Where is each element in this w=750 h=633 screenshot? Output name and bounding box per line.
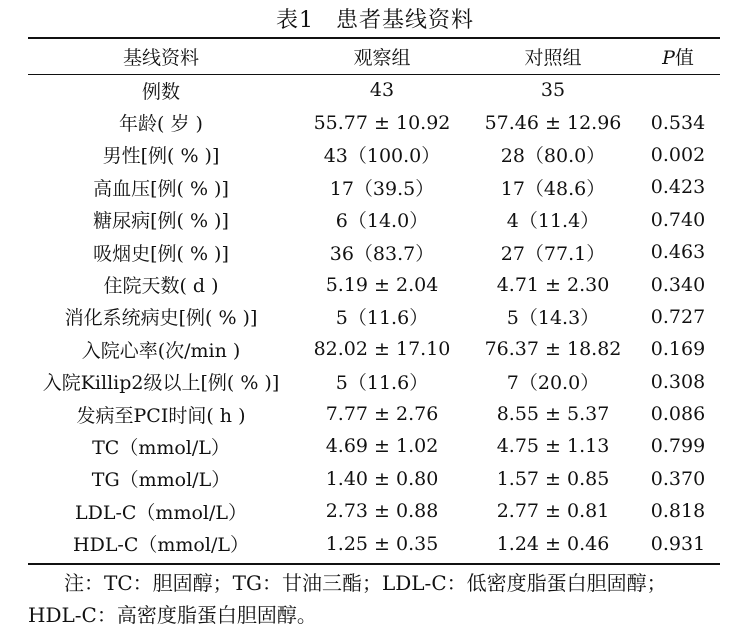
row-label: 入院心率(次/min ) — [81, 339, 241, 362]
p-value: 0.727 — [650, 305, 706, 328]
row-label: TC（mmol/L） — [92, 436, 230, 459]
p-value: 0.818 — [650, 500, 706, 523]
control-value: 28（80.0） — [500, 145, 606, 168]
p-value: 0.799 — [650, 435, 706, 458]
p-symbol: P — [662, 47, 675, 69]
table-row — [28, 366, 720, 398]
observation-value: 1.40 ± 0.80 — [325, 467, 439, 490]
control-value: 7（20.0） — [506, 372, 600, 395]
table-row — [28, 495, 720, 527]
control-value: 57.46 ± 12.96 — [484, 111, 622, 134]
table-row — [28, 527, 720, 559]
observation-value: 4.69 ± 1.02 — [325, 435, 439, 458]
bottom-rule — [28, 563, 720, 565]
p-value: 0.086 — [650, 403, 706, 426]
control-value: 2.77 ± 0.81 — [496, 500, 610, 523]
table-row — [28, 398, 720, 430]
header-control-group: 对照组 — [524, 47, 582, 69]
baseline-table — [28, 39, 720, 560]
header-variable: 基线资料 — [122, 47, 199, 69]
observation-value: 5（11.6） — [335, 372, 429, 395]
row-label: 高血压[例( % )] — [93, 177, 229, 200]
control-value: 1.24 ± 0.46 — [496, 532, 610, 555]
row-label: HDL-C（mmol/L） — [73, 534, 249, 557]
observation-value: 55.77 ± 10.92 — [313, 111, 451, 134]
table-footnote: 注：TC：胆固醇；TG：甘油三酯；LDL-C：低密度脂蛋白胆固醇；HDL-C：高密度脂蛋白胆固醇。 — [28, 571, 667, 627]
p-value: 0.463 — [650, 241, 706, 264]
row-label: 年龄( 岁 ) — [119, 113, 203, 136]
p-value: 0.370 — [650, 467, 706, 490]
control-value: 4（11.4） — [506, 210, 600, 233]
row-label: 发病至PCI时间( h ) — [76, 404, 246, 427]
header-row — [28, 39, 720, 74]
p-value: 0.423 — [650, 176, 706, 199]
row-label: 糖尿病[例( % )] — [93, 210, 229, 233]
row-label: 例数 — [141, 80, 180, 103]
table-row — [28, 204, 720, 236]
observation-value: 43 — [369, 79, 395, 102]
table-number: 表1 — [275, 8, 314, 33]
p-value: 0.931 — [650, 532, 706, 555]
row-label: 男性[例( % )] — [102, 145, 220, 168]
table-title: 患者基线资料 — [335, 8, 474, 33]
row-label: 消化系统病史[例( % )] — [64, 307, 258, 330]
table-row — [28, 430, 720, 462]
p-value: 0.169 — [650, 338, 706, 361]
observation-value: 82.02 ± 17.10 — [313, 338, 451, 361]
control-value: 8.55 ± 5.37 — [496, 403, 610, 426]
table-row — [28, 333, 720, 365]
control-value: 76.37 ± 18.82 — [484, 338, 622, 361]
control-value: 35 — [540, 79, 566, 102]
control-value: 1.57 ± 0.85 — [496, 467, 610, 490]
table-row — [28, 268, 720, 300]
table-caption — [0, 3, 750, 34]
observation-value: 1.25 ± 0.35 — [325, 532, 439, 555]
control-value: 27（77.1） — [500, 242, 606, 265]
observation-value: 36（83.7） — [329, 242, 435, 265]
row-label: 住院天数( d ) — [103, 275, 219, 298]
observation-value: 5.19 ± 2.04 — [325, 273, 439, 296]
observation-value: 6（14.0） — [335, 210, 429, 233]
control-value: 4.75 ± 1.13 — [496, 435, 610, 458]
p-value: 0.308 — [650, 370, 706, 393]
control-value: 17（48.6） — [500, 177, 606, 200]
observation-value: 17（39.5） — [329, 177, 435, 200]
observation-value: 5（11.6） — [335, 307, 429, 330]
row-label: 吸烟史[例( % )] — [93, 242, 229, 265]
header-p-value — [636, 39, 720, 74]
header-observation-group: 观察组 — [353, 47, 411, 69]
p-value: 0.002 — [650, 143, 706, 166]
p-suffix: 值 — [674, 47, 694, 69]
p-value — [636, 74, 720, 106]
control-value: 5（14.3） — [506, 307, 600, 330]
control-value: 4.71 ± 2.30 — [496, 273, 610, 296]
table-row — [28, 301, 720, 333]
observation-value: 43（100.0） — [323, 145, 441, 168]
p-value: 0.340 — [650, 273, 706, 296]
observation-value: 2.73 ± 0.88 — [325, 500, 439, 523]
table-row — [28, 236, 720, 268]
table-row — [28, 171, 720, 203]
table-row — [28, 463, 720, 495]
table-row — [28, 74, 720, 106]
table-row — [28, 139, 720, 171]
row-label: LDL-C（mmol/L） — [75, 501, 247, 524]
table-row — [28, 106, 720, 138]
observation-value: 7.77 ± 2.76 — [325, 403, 439, 426]
p-value: 0.534 — [650, 111, 706, 134]
row-label: TG（mmol/L） — [91, 469, 231, 492]
p-value: 0.740 — [650, 208, 706, 231]
row-label: 入院Killip2级以上[例( % )] — [42, 372, 280, 395]
